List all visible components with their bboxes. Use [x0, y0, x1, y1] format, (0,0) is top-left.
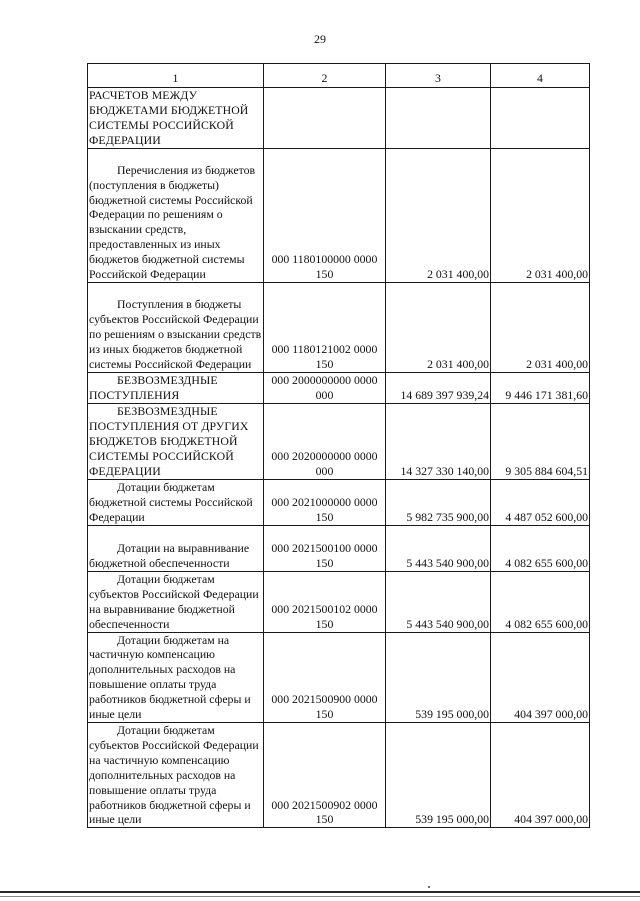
row-name: Дотации бюджетам субъектов Российской Федерации на выравнивание бюджетной обеспеченности — [88, 571, 264, 632]
row-value-4: 2 031 400,00 — [491, 283, 590, 373]
scan-speck — [428, 886, 430, 888]
row-name: Поступления в бюджеты субъектов Российской Федерации по решениям о взыскании средств из иных бюджетов бюджетной системы Российской Федерации — [88, 283, 264, 373]
row-value-4: 404 397 000,00 — [491, 722, 590, 827]
row-value-4: 9 446 171 381,60 — [491, 373, 590, 404]
column-header-3: 3 — [386, 64, 491, 88]
table-header-row — [88, 64, 590, 88]
row-value-4 — [491, 88, 590, 149]
row-code: 000 2021500102 0000 150 — [264, 571, 386, 632]
page-bottom-edge-shadow — [0, 896, 640, 897]
row-value-3: 14 689 397 939,24 — [386, 373, 491, 404]
row-value-3 — [386, 88, 491, 149]
row-value-4: 404 397 000,00 — [491, 632, 590, 722]
row-value-3: 2 031 400,00 — [386, 149, 491, 283]
budget-table — [87, 63, 590, 828]
row-value-3: 14 327 330 140,00 — [386, 404, 491, 480]
row-code: 000 1180100000 0000 150 — [264, 149, 386, 283]
row-value-3: 539 195 000,00 — [386, 722, 491, 827]
column-header-2: 2 — [264, 64, 386, 88]
page-number: 29 — [314, 32, 326, 46]
row-code: 000 1180121002 0000 150 — [264, 283, 386, 373]
page-bottom-edge — [0, 891, 640, 893]
table-row — [88, 149, 590, 283]
row-code: 000 2000000000 0000 000 — [264, 373, 386, 404]
row-code: 000 2020000000 0000 000 — [264, 404, 386, 480]
row-name: Дотации на выравнивание бюджетной обеспеченности — [88, 525, 264, 571]
row-name: Перечисления из бюджетов (поступления в бюджеты) бюджетной системы Российской Федерации по решениям о взыскании средств, предоставленных из иных бюджетов бюджетной системы Российской Федерации — [88, 149, 264, 283]
table-row — [88, 404, 590, 480]
row-value-4: 4 487 052 600,00 — [491, 479, 590, 525]
row-name: Дотации бюджетам на частичную компенсацию дополнительных расходов на повышение оплаты труда работников бюджетной сферы и иные цели — [88, 632, 264, 722]
table-row — [88, 373, 590, 404]
table-row — [88, 283, 590, 373]
row-value-3: 539 195 000,00 — [386, 632, 491, 722]
column-header-1: 1 — [88, 64, 264, 88]
table-row — [88, 525, 590, 571]
table-row — [88, 88, 590, 149]
row-value-4: 9 305 884 604,51 — [491, 404, 590, 480]
row-name: БЕЗВОЗМЕЗДНЫЕ ПОСТУПЛЕНИЯ ОТ ДРУГИХ БЮДЖЕТОВ БЮДЖЕТНОЙ СИСТЕМЫ РОССИЙСКОЙ ФЕДЕРАЦИИ — [88, 404, 264, 480]
row-value-4: 4 082 655 600,00 — [491, 571, 590, 632]
row-value-4: 2 031 400,00 — [491, 149, 590, 283]
table-row — [88, 479, 590, 525]
row-code — [264, 88, 386, 149]
table-row — [88, 571, 590, 632]
row-value-3: 5 443 540 900,00 — [386, 525, 491, 571]
row-code: 000 2021500100 0000 150 — [264, 525, 386, 571]
row-value-3: 5 443 540 900,00 — [386, 571, 491, 632]
table-row — [88, 722, 590, 827]
row-code: 000 2021500900 0000 150 — [264, 632, 386, 722]
row-value-3: 2 031 400,00 — [386, 283, 491, 373]
row-name: Дотации бюджетам субъектов Российской Федерации на частичную компенсацию дополнительных расходов на повышение оплаты труда работников бюджетной сферы и иные цели — [88, 722, 264, 827]
row-code: 000 2021000000 0000 150 — [264, 479, 386, 525]
row-name: РАСЧЕТОВ МЕЖДУ БЮДЖЕТАМИ БЮДЖЕТНОЙ СИСТЕМЫ РОССИЙСКОЙ ФЕДЕРАЦИИ — [88, 88, 264, 149]
row-value-3: 5 982 735 900,00 — [386, 479, 491, 525]
row-name: Дотации бюджетам бюджетной системы Российской Федерации — [88, 479, 264, 525]
table-row — [88, 632, 590, 722]
column-header-4: 4 — [491, 64, 590, 88]
row-value-4: 4 082 655 600,00 — [491, 525, 590, 571]
row-code: 000 2021500902 0000 150 — [264, 722, 386, 827]
row-name: БЕЗВОЗМЕЗДНЫЕ ПОСТУПЛЕНИЯ — [88, 373, 264, 404]
